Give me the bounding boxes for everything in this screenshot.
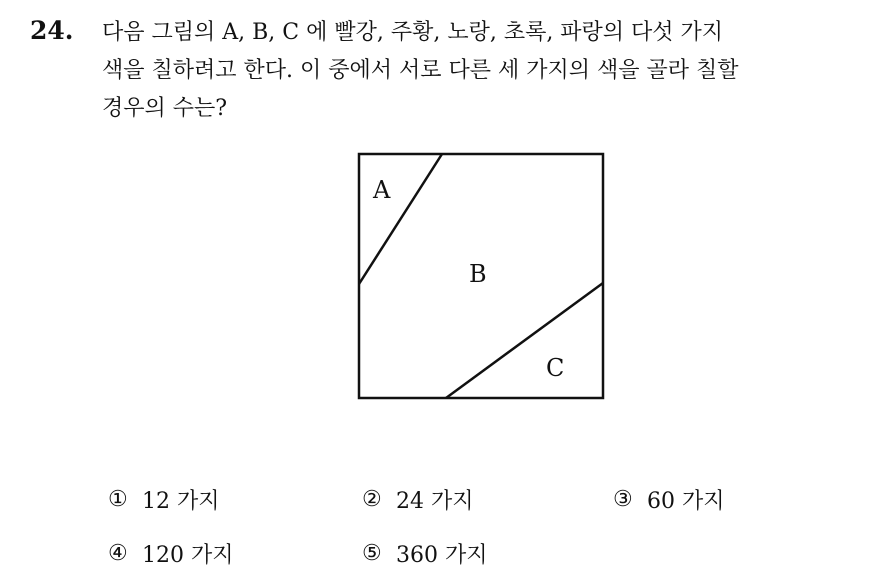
choice-text: 12 가지: [142, 489, 220, 514]
question-text: [102, 14, 872, 128]
choice-mark: ②: [362, 487, 382, 512]
region-label-a: A: [373, 176, 391, 204]
choice-text: 360 가지: [396, 543, 488, 568]
question-number: 24.: [30, 16, 74, 45]
region-label-c: C: [546, 354, 565, 382]
square-diagram: [357, 152, 605, 400]
choice-text: 120 가지: [142, 543, 234, 568]
choice-3[interactable]: [613, 484, 725, 515]
choice-mark: ①: [108, 487, 128, 512]
choice-1[interactable]: [108, 484, 220, 515]
question-text-line: 색을 칠하려고 한다. 이 중에서 서로 다른 세 가지의 색을 골라 칠할: [102, 58, 739, 83]
choice-text: 60 가지: [647, 489, 725, 514]
square-figure: [357, 152, 605, 400]
choice-mark: ③: [613, 487, 633, 512]
question-text-line: 다음 그림의 A, B, C 에 빨강, 주황, 노랑, 초록, 파랑의 다섯 가지: [102, 20, 724, 45]
divider-line-c: [446, 283, 603, 398]
choice-4[interactable]: [108, 538, 234, 569]
choice-text: 24 가지: [396, 489, 474, 514]
question-text-line: 경우의 수는?: [102, 96, 228, 121]
divider-line-a: [359, 154, 442, 284]
choice-2[interactable]: [362, 484, 474, 515]
region-label-b: B: [469, 260, 487, 288]
choice-mark: ④: [108, 541, 128, 566]
choice-mark: ⑤: [362, 541, 382, 566]
choice-5[interactable]: [362, 538, 488, 569]
